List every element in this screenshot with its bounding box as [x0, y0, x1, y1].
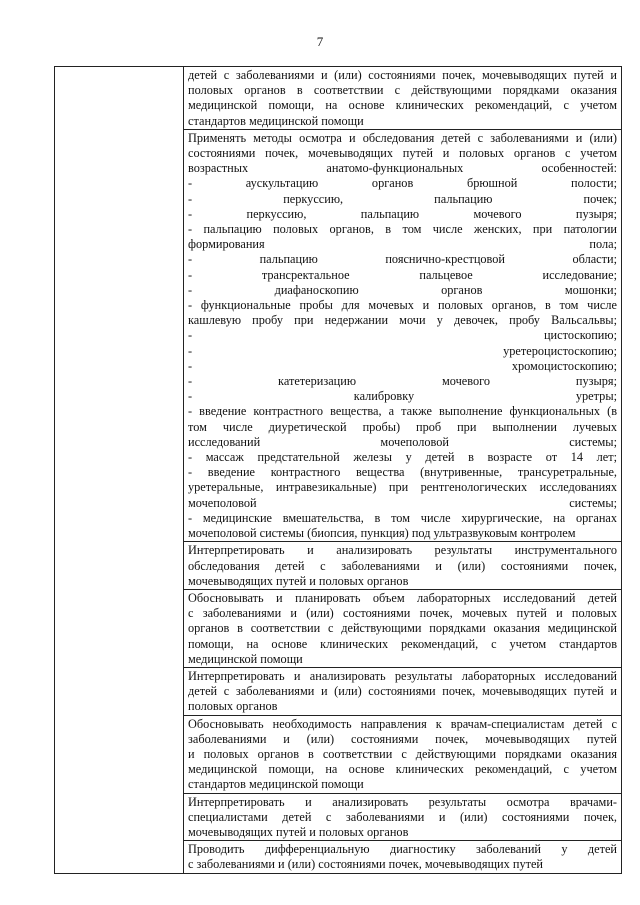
requirement-cell: [184, 841, 622, 873]
requirement-cell: [184, 667, 622, 715]
page-number: 7: [316, 34, 324, 49]
text-line: возрастных анатомо-функциональных особенностей:: [188, 161, 617, 176]
text-line: заболеваниями и (или) состояниями почек, мочевыводящих путей: [188, 731, 617, 746]
text-line: - перкуссию, пальпацию мочевого пузыря;: [188, 206, 617, 221]
text-line: половых органов: [188, 699, 278, 714]
text-line: органов в соответствии с действующими порядками оказания медицинской: [188, 621, 617, 636]
text-line: с заболеваниями и (или) состояниями почек, мочевыводящих путей: [188, 857, 544, 872]
text-line: Интерпретировать и анализировать результаты инструментального: [188, 543, 617, 558]
text-line: медицинской помощи: [188, 651, 303, 666]
table-row: [55, 67, 622, 130]
requirement-cell: [184, 67, 622, 130]
requirements-table: [54, 66, 622, 874]
text-line: кашлевую пробу при недержании мочи у девочек, пробу Вальсальвы;: [188, 313, 617, 328]
requirement-cell: [184, 589, 622, 667]
requirement-text: [184, 67, 621, 129]
requirement-cell: [184, 129, 622, 541]
text-line: мочевыводящих путей и половых органов: [188, 573, 409, 588]
text-line: Обосновывать необходимость направления к врачам-специалистам детей с: [188, 716, 617, 731]
text-line: детей с заболеваниями и (или) состояниями почек, мочевыводящих путей и: [188, 684, 617, 699]
requirement-text: [184, 841, 621, 872]
text-line: половых органов в соответствии с действующими порядками оказания: [188, 83, 617, 98]
text-line: - пальпацию пояснично-крестцовой области;: [188, 252, 617, 267]
text-line: мочеполовой системы;: [188, 495, 617, 510]
text-line: специалистами детей с заболеваниями и (или) состояниями почек,: [188, 809, 617, 824]
text-line: - функциональные пробы для мочевых и половых органов, в том числе: [188, 298, 617, 313]
requirement-text: [184, 542, 621, 589]
text-line: детей с заболеваниями и (или) состояниями почек, мочевыводящих путей и: [188, 68, 617, 82]
text-line: - трансректальное пальцевое исследование;: [188, 267, 617, 282]
text-line: - медицинские вмешательства, в том числе хирургические, на органах: [188, 510, 617, 525]
text-line: - введение контрастного вещества, а также выполнение функциональных (в: [188, 404, 617, 419]
text-line: стандартов медицинской помощи: [188, 113, 364, 128]
text-line: - уретероцистоскопию;: [188, 343, 617, 358]
text-line: - цистоскопию;: [188, 328, 617, 343]
text-line: мочеполовой системы (биопсия, пункция) под ультразвуковым контролем: [188, 526, 576, 541]
requirement-text: [184, 590, 621, 667]
text-line: Интерпретировать и анализировать результаты осмотра врачами-: [188, 794, 617, 809]
text-line: стандартов медицинской помощи: [188, 777, 364, 792]
requirement-cell: [184, 715, 622, 793]
requirement-text: [184, 668, 621, 715]
text-line: Проводить дифференциальную диагностику заболеваний у детей: [188, 842, 617, 857]
requirement-cell: [184, 793, 622, 841]
text-line: помощи, на основе клинических рекомендаций, с учетом стандартов: [188, 636, 617, 651]
text-line: Интерпретировать и анализировать результаты лабораторных исследований: [188, 668, 617, 683]
requirement-text: [184, 794, 621, 841]
requirement-cell: [184, 542, 622, 590]
text-line: мочевыводящих путей и половых органов: [188, 824, 409, 839]
text-line: медицинской помощи, на основе клинических рекомендаций, с учетом: [188, 98, 617, 113]
text-line: - пальпацию половых органов, в том числе женских, при патологии: [188, 222, 617, 237]
text-line: с заболеваниями и (или) состояниями почек, мочевых путей и половых: [188, 606, 617, 621]
text-line: уретеральные, интравезикальные) при рентгенологических исследованиях: [188, 480, 617, 495]
text-line: медицинской помощи, на основе клинических рекомендаций, с учетом: [188, 762, 617, 777]
text-line: обследования детей с заболеваниями и (или) состояниями почек,: [188, 558, 617, 573]
text-line: - катетеризацию мочевого пузыря;: [188, 374, 617, 389]
text-line: Применять методы осмотра и обследования детей с заболеваниями и (или): [188, 130, 617, 145]
text-line: том числе диуретической пробы) проб при выполнении лучевых: [188, 419, 617, 434]
requirement-text: [184, 130, 621, 541]
requirement-text: [184, 716, 621, 793]
text-line: - введение контрастного вещества (внутривенные, трансуретральные,: [188, 465, 617, 480]
text-line: - диафаноскопию органов мошонки;: [188, 282, 617, 297]
text-line: - массаж предстательной железы у детей в возрасте от 14 лет;: [188, 450, 617, 465]
text-line: и половых органов в соответствии с действующими порядками оказания: [188, 746, 617, 761]
text-line: - хромоцистоскопию;: [188, 358, 617, 373]
text-line: формирования пола;: [188, 237, 617, 252]
left-column-cell: [55, 67, 184, 874]
text-line: - калибровку уретры;: [188, 389, 617, 404]
text-line: - аускультацию органов брюшной полости;: [188, 176, 617, 191]
text-line: состояниями почек, мочевыводящих путей и половых органов с учетом: [188, 146, 617, 161]
text-line: Обосновывать и планировать объем лабораторных исследований детей: [188, 590, 617, 605]
text-line: - перкуссию, пальпацию почек;: [188, 191, 617, 206]
text-line: исследований мочеполовой системы;: [188, 434, 617, 449]
